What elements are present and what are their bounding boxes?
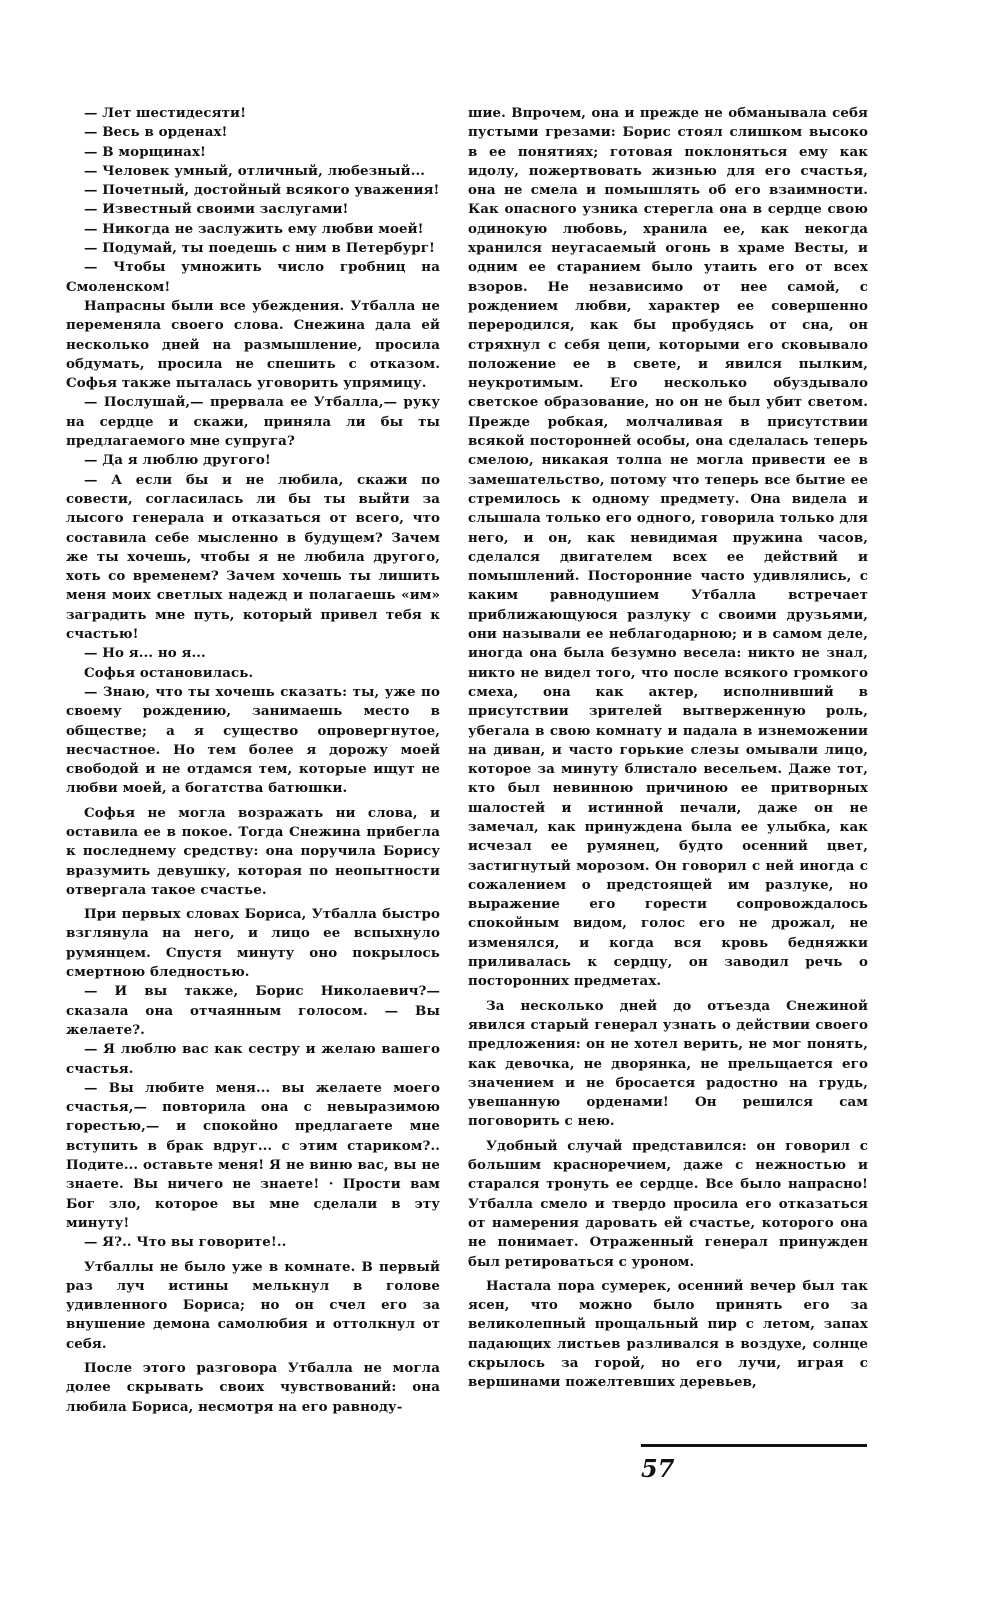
paragraph: Утбаллы не было уже в комнате. В первый раз луч истины мелькнул в голове удивленного Бориса; но он счел его за внушение демона самолюбия и оттолкнул от себя. xyxy=(66,1258,440,1352)
paragraph: Софья не могла возражать ни слова, и оставила ее в покое. Тогда Снежина прибегла к последнему средству: она поручила Борису вразумить девушку, которая по неопытности отвергала такое счастье. xyxy=(66,804,440,898)
page-number-rule xyxy=(641,1444,867,1447)
paragraph: За несколько дней до отъезда Снежиной явился старый генерал узнать о действии своего предложения: он не хотел верить, не мог понять, как девочка, не дворянка, не прельщается его значением и не бросается радостно на грудь, увешанную орденами! Он решился сам поговорить с нею. xyxy=(468,997,868,1130)
paragraph: — Чтобы умножить число гробниц на Смоленском! xyxy=(66,259,440,295)
paragraph: — Но я... но я... xyxy=(84,645,206,662)
right-column xyxy=(468,104,868,1393)
page-number: 57 xyxy=(641,1454,675,1483)
paragraph: Напрасны были все убеждения. Утбалла не переменяла своего слова. Снежина дала ей несколько дней на размышление, просила обдумать, просила не спешить с отказом. Софья также пыталась уговорить упрямицу. xyxy=(66,297,440,392)
paragraph: Настала пора сумерек, осенний вечер был так ясен, что можно было принять его за великолепный прощальный пир с летом, запах падающих листьев разливался в воздухе, солнце скрылось за горой, но его лучи, играя с вершинами пожелтевших деревьев, xyxy=(468,1277,868,1391)
paragraph: — Весь в орденах! xyxy=(84,124,228,141)
paragraph: — Послушай,— прервала ее Утбалла,— руку на сердце и скажи, приняла ли бы ты предлагаемого мне супруга? xyxy=(66,394,440,450)
paragraph: — Да я люблю другого! xyxy=(84,452,271,469)
paragraph: — Известный своими заслугами! xyxy=(84,201,349,218)
paragraph: — Я люблю вас как сестру и желаю вашего счастья. xyxy=(66,1041,440,1077)
paragraph: — Вы любите меня... вы желаете моего счастья,— повторила она с невыразимою горестью,— и спокойно предлагаете мне вступить в брак вдруг... с этим стариком?.. Подите... оставьте меня! Я не виню вас, вы не знаете. Вы ничего не знаете! · Прости вам Бог зло, которое вы мне сделали в эту минуту! xyxy=(66,1079,440,1231)
paragraph: — Я?.. Что вы говорите!.. xyxy=(84,1234,287,1251)
paragraph: При первых словах Бориса, Утбалла быстро взглянула на него, и лицо ее вспыхнуло румянцем. Спустя минуту оно покрылось смертною бледностью. xyxy=(66,906,440,981)
paragraph: — В морщинах! xyxy=(84,143,207,160)
paragraph: — Почетный, достойный всякого уважения! xyxy=(84,182,440,199)
paragraph: Софья остановилась. xyxy=(84,664,254,681)
paragraph: — Знаю, что ты хочешь сказать: ты, уже по своему рождению, занимаешь место в обществе; а я существо опровергнутое, несчастное. Но тем более я дорожу моей свободой и не отдамся тем, которые ищут не любви моей, а богатства батюшки. xyxy=(66,683,440,797)
paragraph: — Подумай, ты поедешь с ним в Петербург! xyxy=(84,240,436,257)
paragraph: — А если бы и не любила, скажи по совести, согласилась ли бы ты выйти за лысого генерала и отказаться от всего, что составила себе мысленно в будущем? Зачем же ты хочешь, чтобы я не любила другого, хоть со временем? Зачем хочешь ты лишить меня моих светлых надежд и полагаешь «им» заградить мне путь, который привел тебя к счастью! xyxy=(66,471,440,643)
paragraph: — И вы также, Борис Николаевич?—сказала она отчаянным голосом. — Вы желаете?. xyxy=(66,983,440,1038)
paragraph: шие. Впрочем, она и прежде не обманывала себя пустыми грезами: Борис стоял слишком высоко в ее понятиях; готовая поклоняться ему как идолу, пожертвовать жизнью для его счастья, она не смела и помышлять об его взаимности. Как опасного узника стерегла она в сердце свою одинокую любовь, хранила ее, как некогда хранился неугасаемый огонь в храме Весты, и одним ее старанием было утаить его от всех взоров. Не независимо от нее самой, с рождением любви, характер ее совершенно переродился, как бы пробудясь от сна, он стряхнул с себя цепи, которыми его сковывало положение ее в свете, и явился пылким, неукротимым. Его несколько обуздывало светское образование, но он не был убит светом. Прежде робкая, молчаливая в присутствии всякой посторонней особы, она сделалась теперь смелою, никакая толпа не могла привести ее в замешательство, потому что теперь все бытие ее стремилось к одному предмету. Она видела и слышала только его одного, говорила только для него, и он, как невидимая пружина часов, сделался двигателем всех ее действий и помышлений. Посторонние часто удивлялись, с каким равнодушием Утбалла встречает приближающуюся разлуку с своими друзьями, они называли ее неблагодарною; и в самом деле, иногда она была безумно весела: никто не знал, никто не видел того, что после всякого громкого смеха, она как актер, исполнивший в присутствии зрителей вытверженную роль, убегала в свою комнату и падала в изнеможении на диван, и часто горькие слезы омывали лицо, которое за минуту блистало весельем. Даже тот, кто был невинною причиною ее притворных шалостей и истинной печали, даже он не замечал, как принуждена была ее улыбка, как исчезал ее румянец, будто осенний цвет, застигнутый морозом. Он говорил с ней иногда с сожалением о предстоящей им разлуке, но выражение его горести сопровождалось спокойным видом, голос его не дрожал, не изменялся, и когда вся кровь бедняжки приливалась к сердцу, он заводил речь о посторонних предметах. xyxy=(468,105,868,990)
paragraph: Удобный случай представился: он говорил с большим красноречием, даже с нежностью и старался тронуть ее сердце. Все было напрасно! Утбалла смело и твердо просила его отказаться от намерения даровать ей счастье, которого она не понимает. Отраженный генерал принужден был ретироваться с уроном. xyxy=(468,1137,868,1270)
paragraph: После этого разговора Утбалла не могла долее скрывать своих чувствований: она любила Бориса, несмотря на его равноду- xyxy=(66,1360,440,1415)
left-column xyxy=(66,104,440,1417)
paragraph: — Лет шестидесяти! xyxy=(84,105,247,121)
paragraph: — Никогда не заслужить ему любви моей! xyxy=(84,220,424,237)
paragraph: — Человек умный, отличный, любезный... xyxy=(84,162,426,179)
